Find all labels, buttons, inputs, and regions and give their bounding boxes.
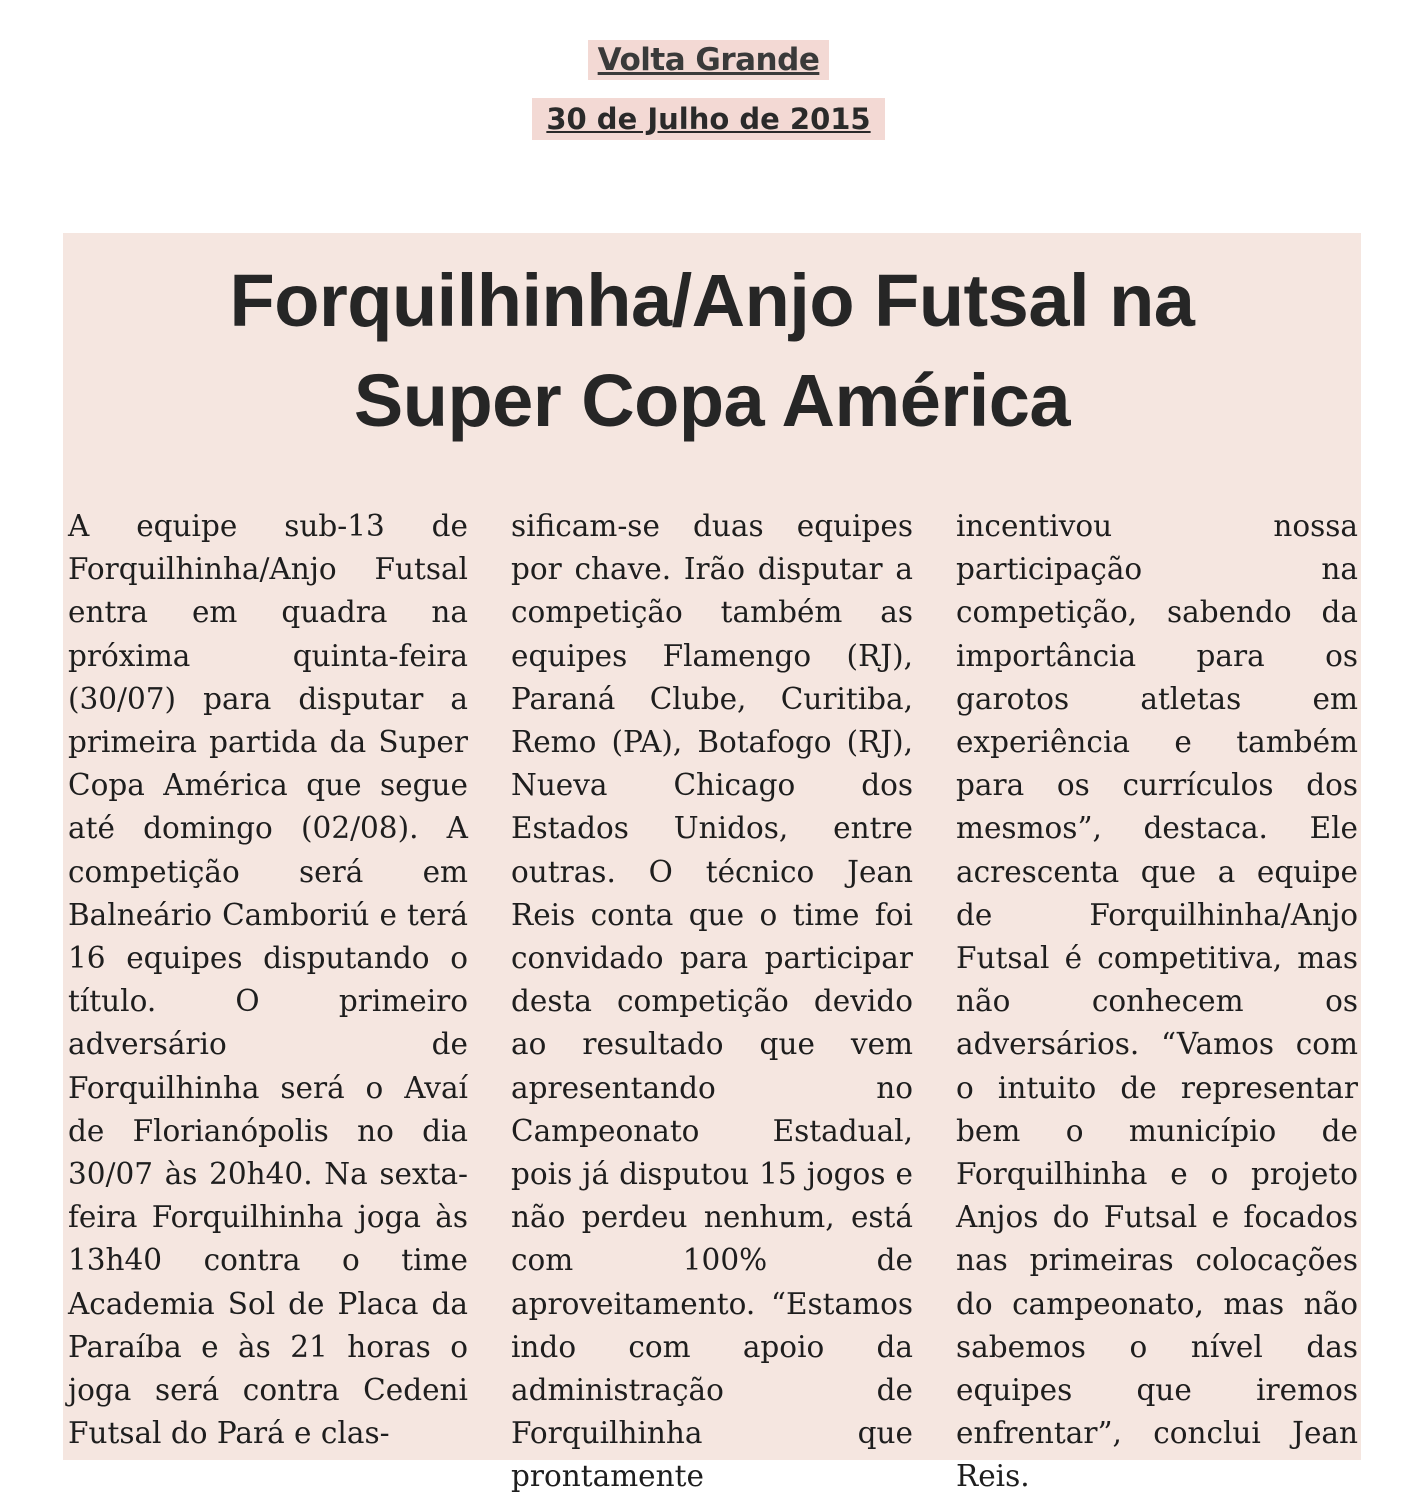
article-clipping bbox=[63, 233, 1361, 1494]
article-column-2: sificam-se duas equipes por chave. Irão disputar a competição também as equipes Flamengo (RJ), Paraná Clube, Curitiba, Remo (PA), Botafogo (RJ), Nueva Chicago dos Estados Unidos, entre outras. O técnico Jean Reis conta que o time foi convidado para participar desta competição devido ao resultado que vem apresentando no Campeonato Estadual, pois já disputou 15 jogos e não perdeu nenhum, está com 100% de aproveitamento. “Estamos indo com apoio da administração de Forquilhinha que prontamente bbox=[511, 509, 913, 1494]
headline-line-2: Super Copa América bbox=[353, 359, 1071, 442]
article-body bbox=[68, 505, 1358, 1494]
headline-line-1: Forquilhinha/Anjo Futsal na bbox=[229, 259, 1195, 342]
article-column-3: incentivou nossa participação na competição, sabendo da importância para os garotos atletas em experiência e também para os currículos dos mesmos”, destaca. Ele acrescenta que a equipe de Forquilhinha/Anjo Futsal é competitiva, mas não conhecem os adversários. “Vamos com o intuito de representar bem o município de Forquilhinha e o projeto Anjos do Futsal e focados nas primeiras colocações do campeonato, mas não sabemos o nível das equipes que iremos enfrentar”, conclui Jean Reis. bbox=[956, 509, 1358, 1494]
masthead bbox=[0, 40, 1417, 140]
article-headline bbox=[63, 251, 1361, 451]
publication-date: 30 de Julho de 2015 bbox=[532, 98, 884, 140]
article-column-1: A equipe sub-13 de Forquilhinha/Anjo Futsal entra em quadra na próxima quinta-feira (30/07) para disputar a primeira partida da Super Copa América que segue até domingo (02/08). A competição será em Balneário Camboriú e terá 16 equipes disputando o título. O primeiro adversário de Forquilhinha será o Avaí de Florianópolis no dia 30/07 às 20h40. Na sexta-feira Forquilhinha joga às 13h40 contra o time Academia Sol de Placa da Paraíba e às 21 horas o joga será contra Cedeni Futsal do Pará e clas- bbox=[68, 509, 468, 1451]
publication-name: Volta Grande bbox=[588, 40, 830, 80]
